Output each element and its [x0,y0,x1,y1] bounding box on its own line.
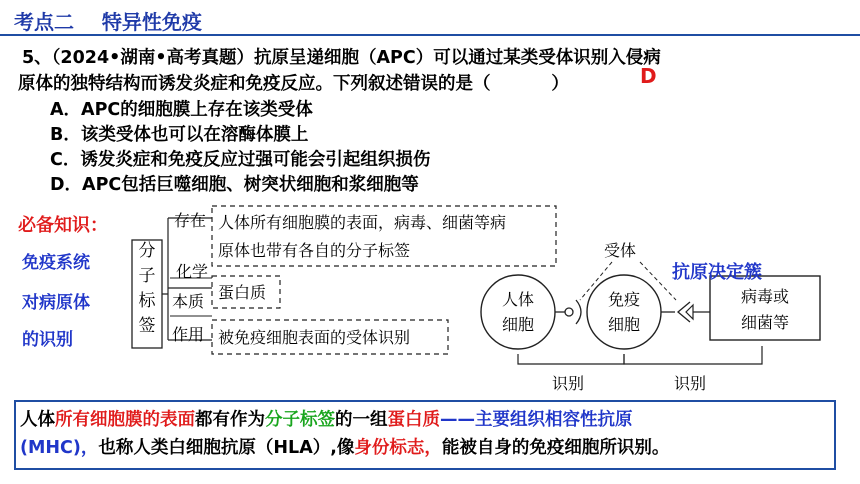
human-cell-label-1: 人体 [501,290,535,309]
option-b: B．该类受体也可以在溶酶体膜上 [50,125,309,145]
answer-mark: D [640,64,657,88]
option-c: C．诱发炎症和免疫反应过强可能会引起组织损伤 [50,150,431,170]
immune-receptor-left [576,300,581,324]
human-cell-tag [565,308,573,316]
summary-highlight-membrane: 所有细胞膜的表面 [55,410,195,430]
pathogen-label-2: 细菌等 [740,313,790,332]
pathogen-label-1: 病毒或 [740,287,790,306]
summary-text: 都有作为 [195,410,265,430]
epitope-label: 抗原决定簇 [672,262,762,283]
side-label-line-1: 免疫系统 [22,253,90,273]
immune-receptor-right [678,302,690,322]
summary-box [14,400,836,470]
option-a: A．APC的细胞膜上存在该类受体 [50,100,313,120]
molecular-tag-char-3: 标 [138,291,156,311]
option-d: D．APC包括巨噬细胞、树突状细胞和浆细胞等 [50,175,419,195]
immune-cell-label-1: 免疫 [607,290,641,309]
summary-text: 能被自身的免疫细胞所识别。 [441,438,670,458]
molecular-tag-char-2: 子 [138,266,156,286]
question-line-1: 5、（2024•湖南•高考真题）抗原呈递细胞（APC）可以通过某类受体识别入侵病 [22,48,661,68]
side-label-line-2: 对病原体 [22,293,90,313]
func-text: 被免疫细胞表面的受体识别 [218,328,411,347]
human-cell-circle [481,275,555,349]
summary-text: 也称人类白细胞抗原（HLA）,像 [98,438,355,458]
chem-label-1: 化学 [176,262,209,281]
recognition-label-1: 识别 [551,374,585,393]
func-label: 作用 [172,325,205,344]
immune-cell-circle [587,275,661,349]
required-knowledge-label: 必备知识： [18,215,108,236]
receptor-label: 受体 [604,241,637,260]
immune-cell-label-2: 细胞 [607,315,641,334]
exist-text-1: 人体所有细胞膜的表面，病毒、细菌等病 [218,213,507,232]
summary-highlight-mhc: ——主要组织相容性抗原 [440,410,633,430]
recognition-bracket-2 [624,346,762,364]
exist-label: 存在 [174,211,207,230]
summary-line-1 [20,406,633,431]
exist-text-2: 原体也带有各自的分子标签 [218,241,411,260]
summary-text: 人体 [20,410,55,430]
summary-highlight-identity: 身份标志， [354,438,442,458]
section-title: 考点二 特异性免疫 [14,10,202,34]
molecular-tag-char-1: 分 [138,241,156,261]
recognition-bracket-1 [518,354,624,364]
chem-label-2: 本质 [172,292,205,311]
summary-text: 的一组 [335,410,388,430]
summary-highlight-tag: 分子标签 [265,410,335,430]
molecular-tag-char-4: 签 [138,316,156,336]
chem-text: 蛋白质 [218,283,267,302]
human-cell-label-2: 细胞 [501,315,535,334]
side-label-line-3: 的识别 [22,330,73,350]
recognition-label-2: 识别 [673,374,707,393]
question-line-2: 原体的独特结构而诱发炎症和免疫反应。下列叙述错误的是（ ） [18,74,569,94]
pathogen-tag [686,305,693,319]
summary-highlight-protein: 蛋白质 [387,410,440,430]
summary-highlight-mhc-abbr: (MHC)， [20,438,99,458]
summary-line-2 [20,434,669,459]
